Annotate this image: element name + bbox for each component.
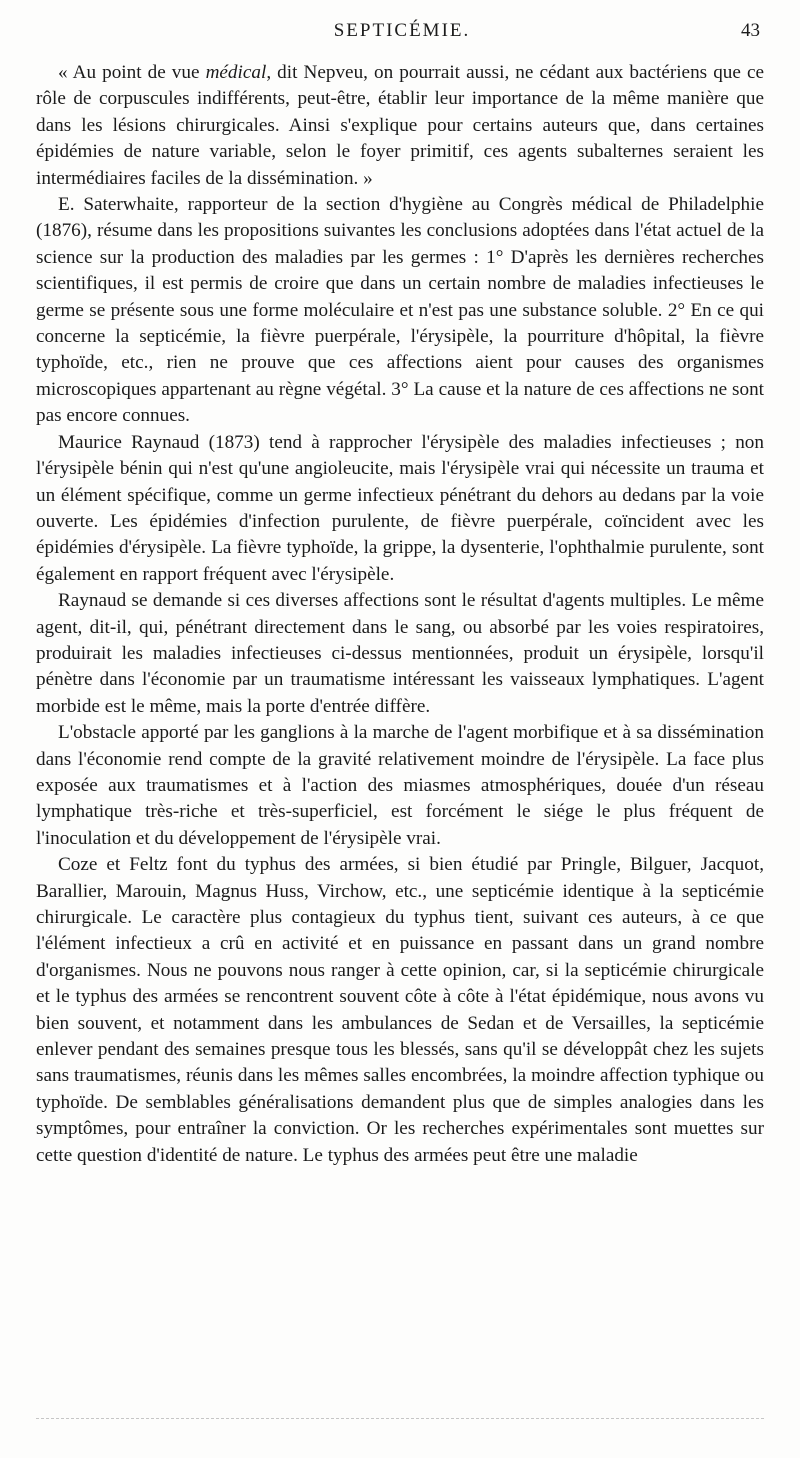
paragraph-nepveu-quote [36, 60, 764, 192]
paragraph-raynaud-agents: Raynaud se demande si ces diverses affections sont le résultat d'agents multiples. Le même agent, dit-il, qui, pénétrant directement dans le sang, ou absorbé par les voies respiratoires, produirait les maladies infectieuses ci-dessus mentionnées, produit un érysipèle, lorsqu'il pénètre dans l'économie par un traumatisme intéressant les vaisseaux lymphatiques. L'agent morbide est le même, mais la porte d'entrée diffère. [36, 590, 764, 717]
emphasis-medical: médical [205, 62, 267, 83]
paragraph-text: , dit Nepveu, on pourrait aussi, ne cédant aux bactériens que ce rôle de corpuscules indifférents, peut-être, établir leur importance de la même manière que dans les lésions chirurgicales. Ainsi s'explique pour certains auteurs que, dans certaines épidémies de nature variable, selon le foyer primitif, ces agents subalternes seraient les intermédiaires faciles de la dissémination. » [36, 62, 764, 189]
running-title: SEPTICÉMIE. [333, 20, 471, 41]
paragraph-saterwhaite: E. Saterwhaite, rapporteur de la section d'hygiène au Congrès médical de Philadelphie (1876), résume dans les propositions suivantes les conclusions adoptées dans l'état actuel de la science sur la production des maladies par les germes : 1° D'après les dernières recherches scientifiques, il est permis de croire que dans un certain nombre de maladies infectieuses le germe se présente sous une forme moléculaire et n'est pas une substance soluble. 2° En ce qui concerne la septicémie, la fièvre puerpérale, l'érysipèle, la pourriture d'hôpital, la fièvre typhoïde, etc., rien ne prouve que ces affections aient pour causes des organismes microscopiques appartenant au règne végétal. 3° La cause et la nature de ces affections ne sont pas encore connues. [36, 194, 764, 427]
running-header [36, 20, 768, 48]
paragraph-ganglions: L'obstacle apporté par les ganglions à la marche de l'agent morbifique et à sa dissémination dans l'économie rend compte de la gravité relativement moindre de l'érysipèle. La face plus exposée aux traumatismes et à l'action des miasmes atmosphériques, douée d'un réseau lymphatique très-riche et très-superficiel, est forcément le siége le plus fréquent de l'inoculation et du développement de l'érysipèle vrai. [36, 722, 764, 849]
page-number: 43 [741, 20, 760, 41]
footer-rule [36, 1418, 764, 1419]
paragraph-coze-feltz: Coze et Feltz font du typhus des armées, si bien étudié par Pringle, Bilguer, Jacquot, Barallier, Marouin, Magnus Huss, Virchow, etc., une septicémie identique à la septicémie chirurgicale. Le caractère plus contagieux du typhus tient, suivant ces auteurs, à ce que l'élément infectieux a crû en activité et en puissance en passant dans un grand nombre d'organismes. Nous ne pouvons nous ranger à cette opinion, car, si la septicémie chirurgicale et le typhus des armées se rencontrent souvent côte à côte à l'état épidémique, nous avons vu bien souvent, et notamment dans les ambulances de Sedan et de Versailles, la septicémie enlever pendant des semaines presque tous les blessés, sans qu'il se développât chez les sujets sans traumatismes, réunis dans les mêmes salles encombrées, la moindre affection typhique ou typhoïde. De semblables généralisations demandent plus que de simples analogies dans les symptômes, pour entraîner la conviction. Or les recherches expérimentales sont muettes sur cette question d'identité de nature. Le typhus des armées peut être une maladie [36, 854, 764, 1166]
body-text [36, 60, 764, 1169]
paragraph-raynaud-1873: Maurice Raynaud (1873) tend à rapprocher l'érysipèle des maladies infectieuses ; non l'érysipèle bénin qui n'est qu'une angioleucite, mais l'érysipèle vrai qui nécessite un trauma et un élément spécifique, comme un germe infectieux pénétrant du dehors au dedans par la voie ouverte. Les épidémies d'infection purulente, de fièvre puerpérale, coïncident avec les épidémies d'érysipèle. La fièvre typhoïde, la grippe, la dysenterie, l'ophthalmie purulente, sont également en rapport fréquent avec l'érysipèle. [36, 431, 764, 585]
paragraph-text: « Au point de vue [58, 62, 206, 83]
